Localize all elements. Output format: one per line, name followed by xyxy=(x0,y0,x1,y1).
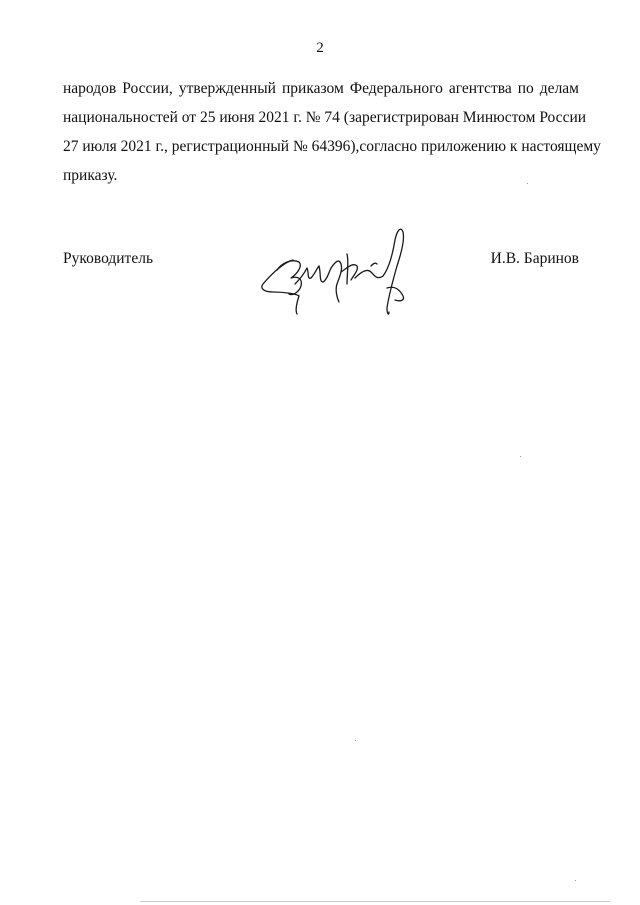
signatory-name: И.В. Баринов xyxy=(490,250,579,267)
body-paragraph xyxy=(63,74,601,190)
body-line-1: народов России, утвержденный приказом Федерального агентства по делам xyxy=(63,80,579,97)
scan-artifact xyxy=(575,880,576,881)
scan-edge-line xyxy=(140,901,610,902)
scan-artifact xyxy=(527,183,528,184)
scan-artifact xyxy=(355,740,356,741)
body-line-2: национальностей от 25 июня 2021 г. № 74 (зарегистрирован Минюстом России xyxy=(63,109,587,126)
scan-artifact xyxy=(520,456,521,457)
signatory-title: Руководитель xyxy=(63,250,154,267)
body-line-4: приказу. xyxy=(63,167,118,184)
page-number: 2 xyxy=(316,40,324,56)
handwritten-signature xyxy=(255,222,415,317)
body-line-3: 27 июля 2021 г., регистрационный № 64396),согласно приложению к настоящему xyxy=(63,138,601,155)
